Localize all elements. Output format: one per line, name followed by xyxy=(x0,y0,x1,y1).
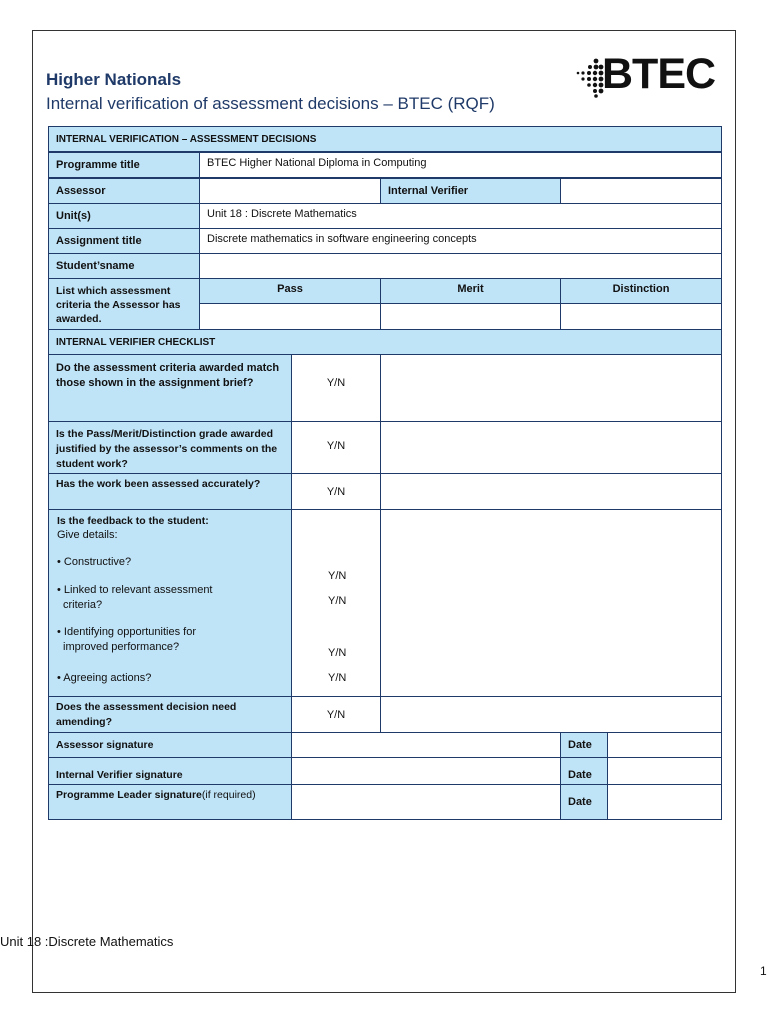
merit-field[interactable] xyxy=(380,303,561,330)
dots-icon xyxy=(574,58,604,98)
pl-signature-field[interactable] xyxy=(291,784,561,820)
pl-date-field[interactable] xyxy=(607,784,722,820)
footer-unit: Unit 18 :Discrete Mathematics xyxy=(0,934,174,949)
programme-title-field[interactable]: BTEC Higher National Diploma in Computing xyxy=(199,152,722,178)
btec-logo xyxy=(574,50,724,102)
assessor-field[interactable] xyxy=(199,178,381,204)
pl-signature-label-rest: (if required) xyxy=(201,789,256,801)
distinction-field[interactable] xyxy=(560,303,722,330)
comment-feedback[interactable] xyxy=(380,509,722,697)
student-name-label: Student’sname xyxy=(48,253,200,279)
yn-linked[interactable]: Y/N xyxy=(328,595,347,607)
pass-field[interactable] xyxy=(199,303,381,330)
assessor-date-label: Date xyxy=(560,732,608,758)
section-title: INTERNAL VERIFICATION – ASSESSMENT DECISIONS xyxy=(48,126,722,152)
assessor-signature-field[interactable] xyxy=(291,732,561,758)
header-title: Higher Nationals xyxy=(46,70,182,89)
comment-amending[interactable] xyxy=(380,696,722,733)
student-name-field[interactable] xyxy=(199,253,722,279)
yn-assessed-accurately[interactable]: Y/N xyxy=(291,473,381,510)
distinction-header: Distinction xyxy=(560,278,722,304)
comment-grade-justified[interactable] xyxy=(380,421,722,474)
units-label: Unit(s) xyxy=(48,203,200,229)
feedback-give-details: Give details: xyxy=(57,529,118,541)
feedback-linked: • Linked to relevant assessment xyxy=(57,584,213,596)
feedback-linked-cont: criteria? xyxy=(63,599,103,611)
pl-signature-label xyxy=(48,784,292,820)
yn-agreeing[interactable]: Y/N xyxy=(328,672,347,684)
comment-assessed-accurately[interactable] xyxy=(380,473,722,510)
comment-criteria-match[interactable] xyxy=(380,354,722,422)
pl-signature-label-bold: Programme Leader signature xyxy=(56,789,202,801)
criteria-label: List which assessment criteria the Assessor has awarded. xyxy=(48,278,200,330)
feedback-title: Is the feedback to the student: xyxy=(57,515,209,527)
feedback-agreeing: • Agreeing actions? xyxy=(57,672,152,684)
feedback-constructive: • Constructive? xyxy=(57,556,132,568)
iv-date-label: Date xyxy=(560,757,608,785)
programme-title-label: Programme title xyxy=(48,152,200,178)
iv-signature-label: Internal Verifier signature xyxy=(48,757,292,785)
yn-feedback-column xyxy=(291,509,381,697)
iv-signature-field[interactable] xyxy=(291,757,561,785)
yn-constructive[interactable]: Y/N xyxy=(328,570,347,582)
assessor-date-field[interactable] xyxy=(607,732,722,758)
question-grade-justified: Is the Pass/Merit/Distinction grade awarded justified by the assessor’s comments on the student work? xyxy=(48,421,292,474)
question-amending: Does the assessment decision need amending? xyxy=(48,696,292,733)
assignment-title-field[interactable]: Discrete mathematics in software engineering concepts xyxy=(199,228,722,254)
yn-amending[interactable]: Y/N xyxy=(291,696,381,733)
internal-verifier-field[interactable] xyxy=(560,178,722,204)
yn-opportunities[interactable]: Y/N xyxy=(328,647,347,659)
assessor-label: Assessor xyxy=(48,178,200,204)
yn-criteria-match[interactable]: Y/N xyxy=(291,354,381,422)
logo-text: BTEC xyxy=(602,50,716,98)
assignment-title-label: Assignment title xyxy=(48,228,200,254)
assessor-signature-label: Assessor signature xyxy=(48,732,292,758)
merit-header: Merit xyxy=(380,278,561,304)
question-assessed-accurately: Has the work been assessed accurately? xyxy=(48,473,292,510)
header-subtitle: Internal verification of assessment decisions – BTEC (RQF) xyxy=(46,94,495,113)
page-number: 1 xyxy=(760,964,767,978)
question-criteria-match: Do the assessment criteria awarded match those shown in the assignment brief? xyxy=(48,354,292,422)
internal-verifier-label: Internal Verifier xyxy=(380,178,561,204)
yn-grade-justified[interactable]: Y/N xyxy=(291,421,381,474)
feedback-opportunities: • Identifying opportunities for xyxy=(57,626,196,638)
question-feedback xyxy=(48,509,292,697)
pass-header: Pass xyxy=(199,278,381,304)
pl-date-label: Date xyxy=(560,784,608,820)
iv-date-field[interactable] xyxy=(607,757,722,785)
units-field[interactable]: Unit 18 : Discrete Mathematics xyxy=(199,203,722,229)
checklist-title: INTERNAL VERIFIER CHECKLIST xyxy=(48,329,722,355)
feedback-opportunities-cont: improved performance? xyxy=(63,641,180,653)
